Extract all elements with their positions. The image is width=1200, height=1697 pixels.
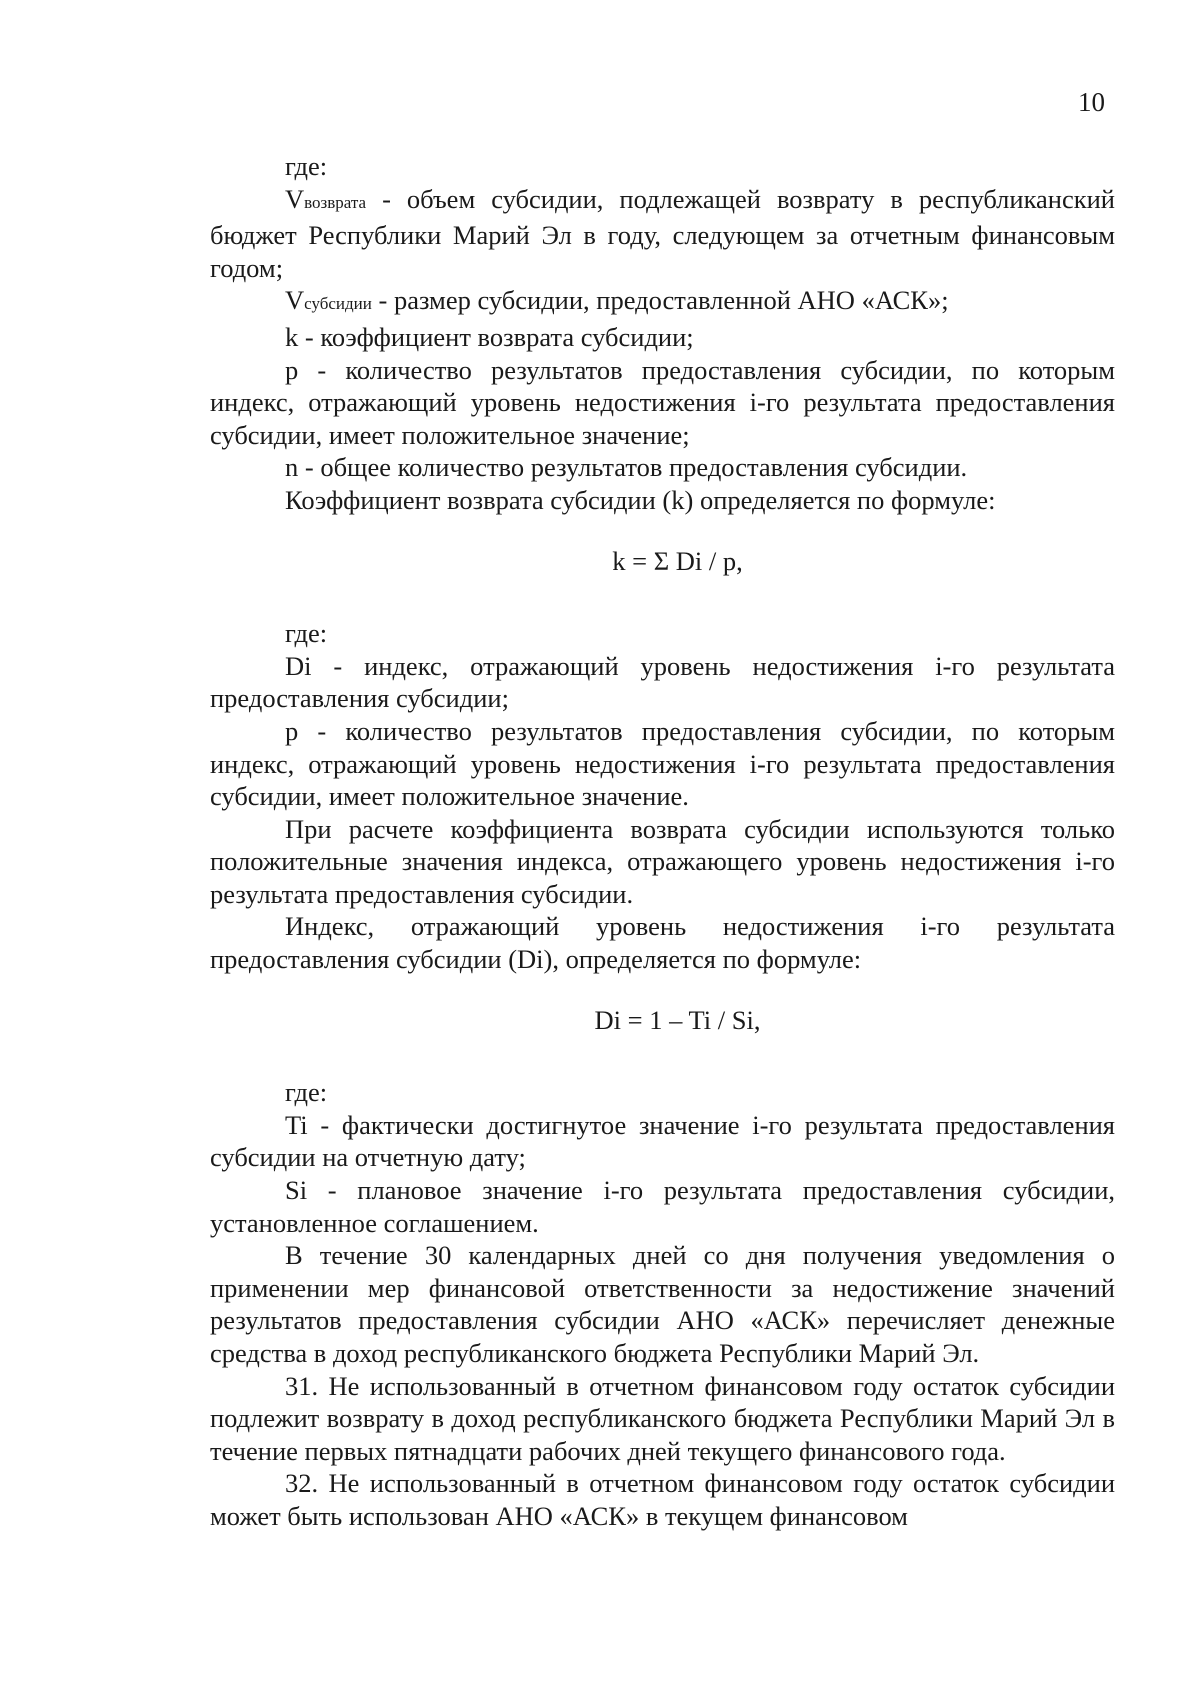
- di-formula-intro: Индекс, отражающий уровень недостижения i-го результата предоставления субсидии (Di), определяется по формуле:: [210, 911, 1115, 975]
- spacer: [210, 577, 1115, 617]
- symbol-v: V: [285, 183, 305, 214]
- k-formula-intro: Коэффициент возврата субсидии (k) определяется по формуле:: [285, 484, 996, 515]
- refund-deadline-paragraph: В течение 30 календарных дней со дня получения уведомления о применении мер финансовой ответственности за недостижение значений результатов предоставления субсидии АНО «АСК» перечисляет денежные средства в доход республиканского бюджета Республики Марий Эл.: [210, 1240, 1115, 1368]
- formula-di: Di = 1 – Ti / Si,: [594, 1004, 761, 1035]
- spacer: [210, 1036, 1115, 1076]
- where-label: где:: [285, 1077, 328, 1108]
- clause-32: 32. Не использованный в отчетном финансовом году остаток субсидии может быть использован АНО «АСК» в текущем финансовом: [210, 1468, 1115, 1531]
- definition-p: p - количество результатов предоставления субсидии, по которым индекс, отражающий уровень недостижения i-го результата предоставления субсидии, имеет положительное значение.: [210, 715, 1115, 812]
- definition-v-return: [210, 183, 1115, 285]
- page-number: 10: [1078, 87, 1105, 117]
- subscript-subsidii: субсидии: [304, 294, 372, 314]
- definition-k: k - коэффициент возврата субсидии;: [285, 321, 694, 352]
- document-body: [210, 150, 1115, 1533]
- spacer: [210, 976, 1115, 1004]
- definition-ti: Ti - фактически достигнутое значение i-го результата предоставления субсидии на отчетную дату;: [210, 1109, 1115, 1173]
- definition-p: p - количество результатов предоставления субсидии, по которым индекс, отражающий уровень недостижения i-го результата предоставления субсидии, имеет положительное значение;: [210, 354, 1115, 450]
- definition-si: Si - плановое значение i-го результата предоставления субсидии, установленное соглашением.: [210, 1175, 1115, 1238]
- clause-31: 31. Не использованный в отчетном финансовом году остаток субсидии подлежит возврату в доход республиканского бюджета Республики Марий Эл в течение первых пятнадцати рабочих дней текущего финансового года.: [210, 1370, 1115, 1466]
- definition-text: - объем субсидии, подлежащей возврату в республиканский бюджет Республики Марий Эл в году, следующем за отчетным финансовым годом;: [210, 183, 1115, 283]
- symbol-v: V: [285, 285, 305, 316]
- definition-di: Di - индекс, отражающий уровень недостижения i-го результата предоставления субсидии;: [210, 650, 1115, 714]
- positive-values-note: При расчете коэффициента возврата субсидии используются только положительные значения индекса, отражающего уровень недостижения i-го результата предоставления субсидии.: [210, 813, 1115, 909]
- definition-v-subsidy: [210, 284, 1115, 321]
- where-label: где:: [285, 618, 328, 649]
- definition-text: - размер субсидии, предоставленной АНО «АСК»;: [371, 285, 949, 316]
- where-label: где:: [285, 151, 328, 181]
- definition-n: n - общее количество результатов предоставления субсидии.: [285, 452, 968, 483]
- formula-k: k = Σ Di / p,: [612, 545, 743, 576]
- subscript-vozvrata: возврата: [304, 192, 367, 212]
- spacer: [210, 517, 1115, 545]
